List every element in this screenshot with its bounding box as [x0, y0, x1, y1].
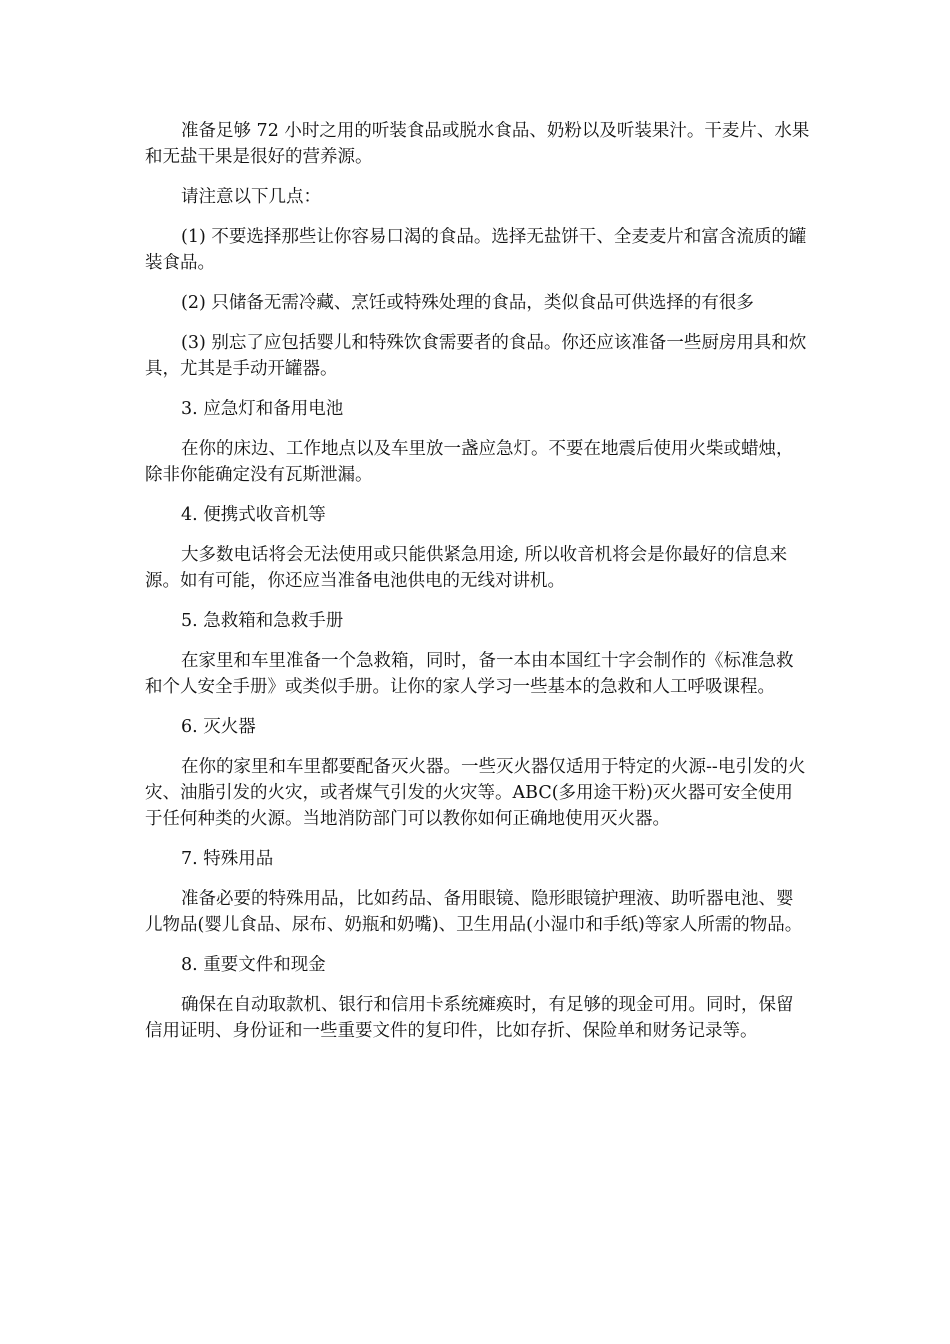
- paragraph-portable-radio: 大多数电话将会无法使用或只能供紧急用途, 所以收音机将会是你最好的信息来源。如有可能，你还应当准备电池供电的无线对讲机。: [145, 545, 788, 591]
- paragraph-special-supplies: 准备必要的特殊用品，比如药品、备用眼镜、隐形眼镜护理液、助听器电池、婴儿物品(婴儿食品、尿布、奶瓶和奶嘴)、卫生用品(小湿巾和手纸)等家人所需的物品。: [145, 889, 803, 935]
- paragraph-note-3: (3) 别忘了应包括婴儿和特殊饮食需要者的食品。你还应该准备一些厨房用具和炊具，尤其是手动开罐器。: [145, 333, 807, 379]
- paragraph-notes-intro: 请注意以下几点：: [181, 187, 321, 207]
- paragraph-first-aid: 在家里和车里准备一个急救箱，同时，备一本由本国红十字会制作的《标准急救和个人安全手册》或类似手册。让你的家人学习一些基本的急救和人工呼吸课程。: [145, 651, 794, 697]
- paragraph-note-1: (1) 不要选择那些让你容易口渴的食品。选择无盐饼干、全麦麦片和富含流质的罐装食品。: [145, 227, 807, 273]
- paragraph-fire-extinguisher: 在你的家里和车里都要配备灭火器。一些灭火器仅适用于特定的火源--电引发的火灾、油脂引发的火灾，或者煤气引发的火灾等。ABC(多用途干粉)灭火器可安全使用于任何种类的火源。当地消防部门可以教你如何正确地使用灭火器。: [145, 757, 806, 829]
- heading-first-aid: 5. 急救箱和急救手册: [181, 611, 344, 631]
- paragraph-note-2: (2) 只储备无需冷藏、烹饪或特殊处理的食品，类似食品可供选择的有很多: [181, 293, 754, 313]
- heading-portable-radio: 4. 便携式收音机等: [181, 505, 326, 525]
- paragraph-documents-cash: 确保在自动取款机、银行和信用卡系统瘫痪时，有足够的现金可用。同时，保留信用证明、身份证和一些重要文件的复印件，比如存折、保险单和财务记录等。: [145, 995, 794, 1041]
- document-body: [145, 118, 810, 1058]
- heading-special-supplies: 7. 特殊用品: [181, 849, 274, 869]
- heading-documents-cash: 8. 重要文件和现金: [181, 955, 326, 975]
- paragraph-emergency-light: 在你的床边、工作地点以及车里放一盏应急灯。不要在地震后使用火柴或蜡烛，除非你能确定没有瓦斯泄漏。: [145, 439, 794, 485]
- heading-fire-extinguisher: 6. 灭火器: [181, 717, 256, 737]
- heading-emergency-light: 3. 应急灯和备用电池: [181, 399, 344, 419]
- paragraph-food-supply: 准备足够 72 小时之用的听装食品或脱水食品、奶粉以及听装果汁。干麦片、水果和无盐干果是很好的营养源。: [145, 121, 810, 167]
